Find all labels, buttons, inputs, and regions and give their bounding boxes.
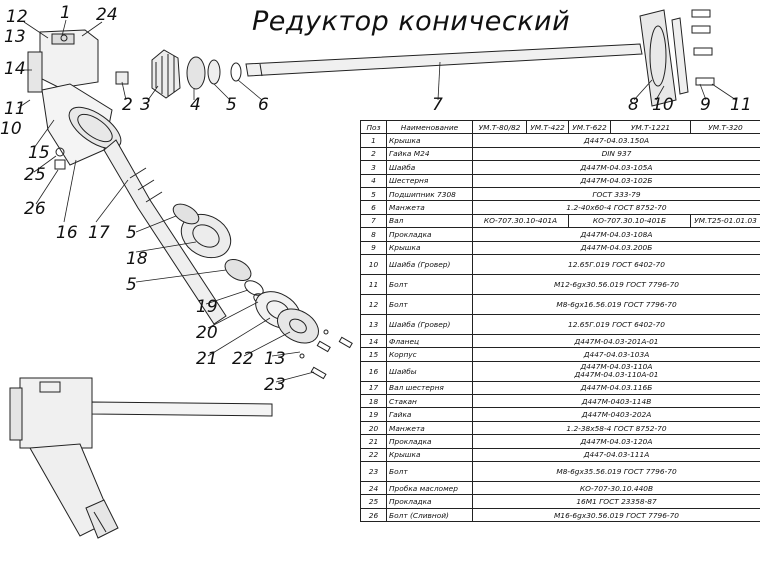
callout-label: 22 [232,349,254,369]
cell-value: Д447М-04.03-102Б [473,174,760,187]
cell-name: Крышка [387,241,473,254]
cell-pos: 11 [361,274,387,294]
cell-value: 1.2-38х58-4 ГОСТ 8752-70 [473,421,760,434]
table-row [361,254,760,274]
table-row [361,201,760,214]
header-model: УМ.Т-80/82 [473,121,527,134]
header-model: УМ.Т-320 [691,121,760,134]
table-row [361,508,760,521]
cell-pos: 21 [361,435,387,448]
cell-value: 1.2-40х60-4 ГОСТ 8752-70 [473,201,760,214]
callout-label: 19 [196,297,218,317]
cell-value: Д447М-04.03-108А [473,228,760,241]
table-row [361,314,760,334]
cell-name: Крышка [387,448,473,461]
table-row [361,462,760,482]
cell-pos: 4 [361,174,387,187]
callout-label: 2 [122,95,133,115]
cell-name: Гайка М24 [387,147,473,160]
cell-pos: 14 [361,334,387,347]
cell-value: 12.65Г.019 ГОСТ 6402-70 [473,254,760,274]
cell-name: Крышка [387,134,473,147]
cell-value: Д447-04.03.150А [473,134,760,147]
table-row [361,294,760,314]
callout-label: 26 [24,199,46,219]
cell-pos: 8 [361,228,387,241]
table-row [361,408,760,421]
callout-label: 23 [264,375,286,395]
table-row [361,147,760,160]
callout-label: 10 [652,95,674,115]
cell-pos: 15 [361,348,387,361]
parts-table [360,120,760,522]
callout-label: 5 [126,275,137,295]
callout-label: 24 [96,5,118,25]
header-name: Наименование [387,121,473,134]
header-pos: Поз [361,121,387,134]
cell-name: Шайба [387,161,473,174]
cell-value: 12.65Г.019 ГОСТ 6402-70 [473,314,760,334]
cell-pos: 25 [361,495,387,508]
callout-label: 13 [4,27,26,47]
bearing-part [187,57,205,89]
table-row [361,495,760,508]
cell-name: Вал [387,214,473,227]
cell-name: Манжета [387,201,473,214]
cell-pos: 3 [361,161,387,174]
table-row [361,421,760,434]
callout-label: 21 [196,349,218,369]
callout-label: 8 [628,95,639,115]
cell-pos: 24 [361,482,387,495]
seal-part [231,63,241,81]
cell-pos: 13 [361,314,387,334]
cell-name: Манжета [387,421,473,434]
table-row [361,435,760,448]
callout-label: 13 [264,349,286,369]
cell-pos: 23 [361,462,387,482]
cell-value: Д447М-0403-114В [473,395,760,408]
cell-pos: 7 [361,214,387,227]
cell-value: М8-6gх35.56.019 ГОСТ 7796-70 [473,462,760,482]
table-row [361,161,760,174]
cell-pos: 5 [361,187,387,200]
table-row [361,448,760,461]
cell-name: Прокладка [387,495,473,508]
callout-label: 17 [88,223,110,243]
cell-pos: 19 [361,408,387,421]
callout-label: 3 [140,95,151,115]
callout-label: 11 [4,99,26,119]
cell-value: М8-6gх16.56.019 ГОСТ 7796-70 [473,294,760,314]
cell-value: КО-707-30.10.440В [473,482,760,495]
table-row [361,187,760,200]
table-row [361,482,760,495]
bearing-part [208,60,220,84]
header-model: УМ.Т-422 [527,121,569,134]
header-model: УМ.Т-622 [569,121,611,134]
cell-value: 16М1 ГОСТ 23358-87 [473,495,760,508]
callout-label: 6 [258,95,269,115]
cell-name: Прокладка [387,435,473,448]
cell-name: Шайба (Гровер) [387,254,473,274]
table-row [361,241,760,254]
cell-value: ГОСТ 333-79 [473,187,760,200]
drain-bolt-part [55,160,65,169]
cell-name: Прокладка [387,228,473,241]
cell-value: Д447М-04.03.200Б [473,241,760,254]
callout-label: 4 [190,95,201,115]
callout-label: 25 [24,165,46,185]
cell-pos: 16 [361,361,387,381]
cell-value: КО-707.30.10-401А [473,214,569,227]
cell-pos: 12 [361,294,387,314]
cell-name: Пробка масломер [387,482,473,495]
cell-pos: 6 [361,201,387,214]
cell-name: Гайка [387,408,473,421]
table-row [361,334,760,347]
cell-pos: 1 [361,134,387,147]
cell-pos: 26 [361,508,387,521]
cell-name: Корпус [387,348,473,361]
page-title: Редуктор конический [252,6,571,37]
table-row [361,174,760,187]
callout-label: 20 [196,323,218,343]
table-row [361,361,760,381]
cell-value: Д447М-04.03-201А-01 [473,334,760,347]
cell-pos: 17 [361,381,387,394]
cell-value: Д447М-04.03-120А [473,435,760,448]
callout-label: 5 [126,223,137,243]
table-row [361,214,760,227]
table-row [361,134,760,147]
cover-part [640,10,676,106]
cell-value [473,361,760,381]
table-header-row [361,121,760,134]
cell-value: DIN 937 [473,147,760,160]
callout-label: 16 [56,223,78,243]
callout-label: 10 [0,119,22,139]
cell-pos: 18 [361,395,387,408]
callout-label: 18 [126,249,148,269]
cell-value: Д447-04.03-103А [473,348,760,361]
cell-value: Д447М-04.03-105А [473,161,760,174]
assembled-gearbox-view [10,378,272,538]
cell-pos: 2 [361,147,387,160]
callout-label: 12 [6,7,28,27]
cell-name: Болт (Сливной) [387,508,473,521]
table-row [361,274,760,294]
cell-value: УМ.Т25-01.01.03 [691,214,760,227]
table-row [361,228,760,241]
cell-pos: 20 [361,421,387,434]
table-row [361,381,760,394]
cell-value: М16-6gх30.56.019 ГОСТ 7796-70 [473,508,760,521]
cell-value-line: Д447М-04.03-110А [580,361,653,371]
table-row [361,395,760,408]
table-row [361,348,760,361]
cell-name: Шайбы [387,361,473,381]
callout-label: 7 [432,95,443,115]
cell-pos: 10 [361,254,387,274]
cell-name: Болт [387,462,473,482]
cell-value: Д447-04.03-111А [473,448,760,461]
callout-label: 11 [730,95,752,115]
cell-value: М12-6gх30.56.019 ГОСТ 7796-70 [473,274,760,294]
cell-name: Фланец [387,334,473,347]
callout-label: 9 [700,95,711,115]
cell-value: Д447М-0403-202А [473,408,760,421]
cell-value: КО-707.30.10-401Б [569,214,691,227]
cell-pos: 22 [361,448,387,461]
callout-label: 15 [28,143,50,163]
cell-pos: 9 [361,241,387,254]
header-model: УМ.Т-1221 [611,121,691,134]
cell-name: Шестерня [387,174,473,187]
cell-value-line: Д447М-04.03-110А-01 [574,370,659,380]
cell-name: Болт [387,274,473,294]
shaft-part [246,44,642,76]
cell-name: Подшипник 7308 [387,187,473,200]
callout-label: 14 [4,59,26,79]
callout-label: 5 [226,95,237,115]
cell-name: Шайба (Гровер) [387,314,473,334]
cell-name: Болт [387,294,473,314]
cell-name: Стакан [387,395,473,408]
callout-label: 1 [60,3,71,23]
cell-value: Д447М-04.03.116Б [473,381,760,394]
bevel-gear-part [152,50,180,98]
cell-name: Вал шестерня [387,381,473,394]
